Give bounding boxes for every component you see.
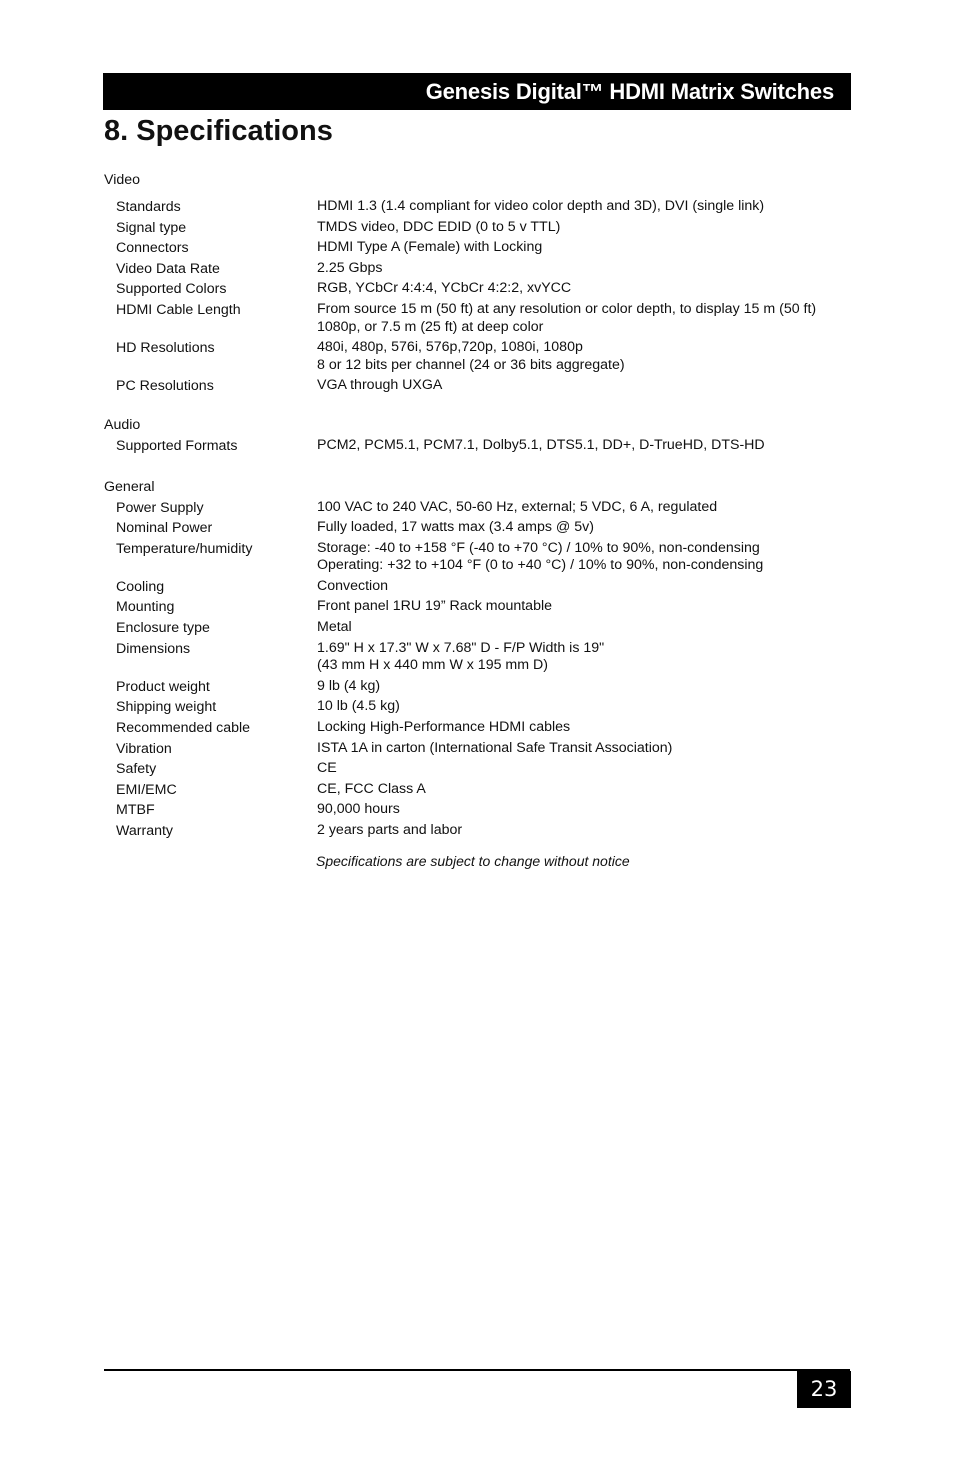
spec-value-line: From source 15 m (50 ft) at any resolution or color depth, to display 15 m (50 ft) bbox=[317, 301, 817, 317]
spec-value-line: Fully loaded, 17 watts max (3.4 amps @ 5v) bbox=[317, 519, 594, 536]
spec-value-line: PCM2, PCM5.1, PCM7.1, Dolby5.1, DTS5.1, DD+, D-TrueHD, DTS-HD bbox=[317, 436, 765, 453]
spec-value bbox=[317, 781, 847, 799]
spec-value-line: HDMI Type A (Female) with Locking bbox=[317, 239, 543, 256]
spec-value bbox=[317, 260, 847, 278]
spec-value bbox=[317, 219, 847, 237]
spec-value-line: Front panel 1RU 19” Rack mountable bbox=[317, 598, 553, 615]
spec-value bbox=[317, 598, 847, 616]
spec-value-line: 10 lb (4.5 kg) bbox=[317, 698, 400, 715]
spec-value bbox=[317, 678, 847, 696]
spec-value-line: 480i, 480p, 576i, 576p,720p, 1080i, 1080p bbox=[317, 339, 583, 356]
spec-value bbox=[317, 377, 847, 395]
page-number: 23 bbox=[797, 1371, 851, 1408]
spec-value-line: Convection bbox=[317, 577, 388, 594]
spec-value-line: CE, FCC Class A bbox=[317, 780, 426, 797]
disclaimer-note: Specifications are subject to change without notice bbox=[316, 853, 630, 869]
spec-value bbox=[317, 301, 847, 336]
spec-value-line: 90,000 hours bbox=[317, 801, 400, 818]
header-title: Genesis Digital™ HDMI Matrix Switches bbox=[425, 79, 834, 104]
section-label-general: General bbox=[104, 479, 155, 495]
spec-value-line: RGB, YCbCr 4:4:4, YCbCr 4:2:2, xvYCC bbox=[317, 280, 572, 297]
spec-value bbox=[317, 698, 847, 716]
spec-value-line: CE bbox=[317, 760, 337, 777]
spec-label: MTBF bbox=[116, 802, 155, 819]
spec-label: Connectors bbox=[116, 240, 189, 257]
section-label-audio: Audio bbox=[104, 417, 141, 433]
spec-value-line: (43 mm H x 440 mm W x 195 mm D) bbox=[317, 657, 548, 674]
spec-value bbox=[317, 619, 847, 637]
spec-value bbox=[317, 239, 847, 257]
spec-value-line: Locking High-Performance HDMI cables bbox=[317, 718, 571, 735]
spec-value bbox=[317, 640, 847, 675]
section-label-video: Video bbox=[104, 172, 141, 188]
spec-value bbox=[317, 519, 847, 537]
spec-value bbox=[317, 740, 847, 758]
spec-value bbox=[317, 719, 847, 737]
spec-value-line: 9 lb (4 kg) bbox=[317, 677, 381, 694]
spec-value bbox=[317, 760, 847, 778]
spec-label: Mounting bbox=[116, 599, 175, 616]
spec-label: Vibration bbox=[116, 740, 172, 757]
spec-value bbox=[317, 437, 847, 455]
spec-value-line: ISTA 1A in carton (International Safe Transit Association) bbox=[317, 739, 673, 756]
spec-label: HDMI Cable Length bbox=[116, 302, 241, 318]
page-title: 8. Specifications bbox=[104, 115, 333, 147]
spec-label: Recommended cable bbox=[116, 719, 251, 736]
spec-value bbox=[317, 499, 847, 517]
spec-label: Cooling bbox=[116, 578, 165, 595]
spec-label: Enclosure type bbox=[116, 620, 210, 636]
spec-value-line: Operating: +32 to +104 °F (0 to +40 °C) / 10% to 90%, non-condensing bbox=[317, 557, 764, 574]
spec-value-line: 2 years parts and labor bbox=[317, 821, 463, 838]
spec-label: Product weight bbox=[116, 678, 210, 695]
spec-label: PC Resolutions bbox=[116, 378, 214, 395]
spec-label: Warranty bbox=[116, 822, 174, 839]
spec-value bbox=[317, 198, 847, 216]
spec-value-line: Storage: -40 to +158 °F (-40 to +70 °C) / 10% to 90%, non-condensing bbox=[317, 539, 760, 556]
spec-value bbox=[317, 801, 847, 819]
spec-value bbox=[317, 578, 847, 596]
spec-label: Nominal Power bbox=[116, 520, 213, 537]
spec-label: Standards bbox=[116, 199, 181, 215]
spec-label: Signal type bbox=[116, 219, 187, 236]
spec-value bbox=[317, 822, 847, 840]
spec-label: Dimensions bbox=[116, 640, 191, 657]
spec-value-line: TMDS video, DDC EDID (0 to 5 v TTL) bbox=[317, 218, 561, 235]
spec-label: Supported Colors bbox=[116, 281, 227, 298]
spec-label: Shipping weight bbox=[116, 699, 217, 716]
spec-label: Safety bbox=[116, 761, 157, 778]
spec-value-line: 8 or 12 bits per channel (24 or 36 bits aggregate) bbox=[317, 356, 625, 373]
spec-label: Power Supply bbox=[116, 499, 204, 516]
spec-value-line: 2.25 Gbps bbox=[317, 259, 383, 276]
spec-value-line: HDMI 1.3 (1.4 compliant for video color depth and 3D), DVI (single link) bbox=[317, 198, 765, 214]
spec-value-line: 1.69" H x 17.3" W x 7.68" D - F/P Width is 19" bbox=[317, 639, 605, 656]
spec-label: EMI/EMC bbox=[116, 781, 177, 798]
spec-value bbox=[317, 339, 847, 374]
spec-label: Video Data Rate bbox=[116, 260, 220, 277]
spec-value-line: VGA through UXGA bbox=[317, 377, 443, 394]
spec-label: HD Resolutions bbox=[116, 340, 215, 357]
footer-rule bbox=[104, 1369, 850, 1371]
spec-value bbox=[317, 280, 847, 298]
spec-value-line: 100 VAC to 240 VAC, 50-60 Hz, external; 5 VDC, 6 A, regulated bbox=[317, 498, 718, 515]
spec-label: Supported Formats bbox=[116, 437, 238, 454]
spec-label: Temperature/humidity bbox=[116, 540, 253, 557]
spec-value-line: 1080p, or 7.5 m (25 ft) at deep color bbox=[317, 318, 544, 335]
spec-value-line: Metal bbox=[317, 619, 352, 635]
header-bar bbox=[103, 73, 851, 110]
spec-value bbox=[317, 540, 847, 575]
